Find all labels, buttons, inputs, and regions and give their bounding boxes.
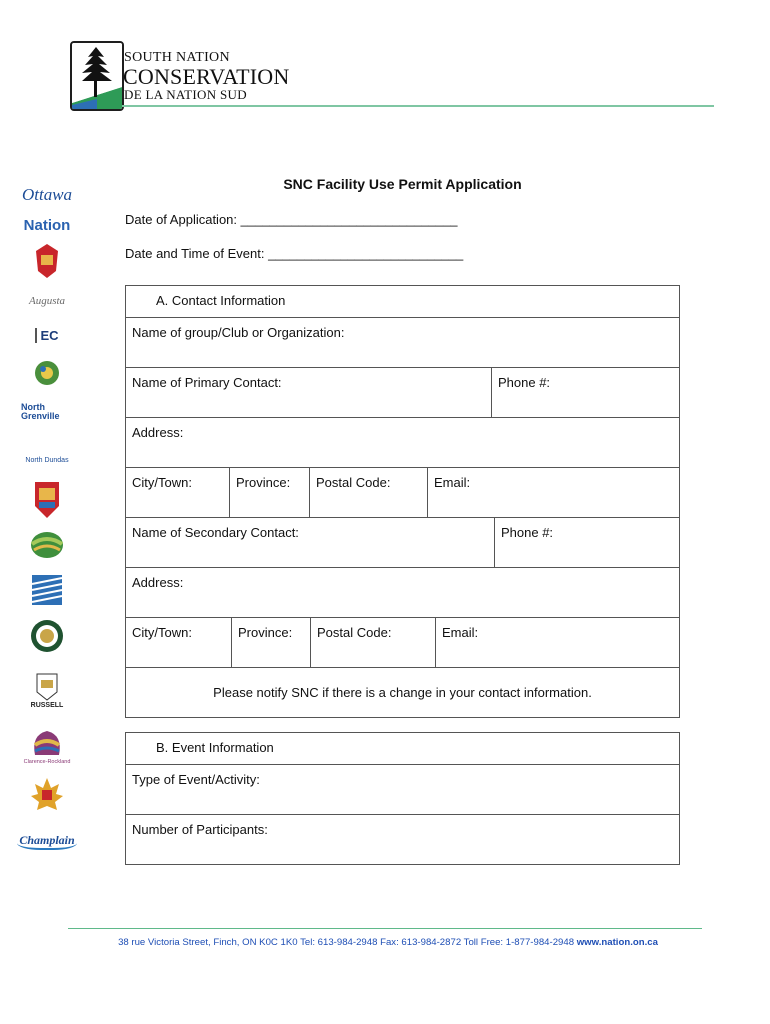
date-time-event-field[interactable]: Date and Time of Event: ___________________________ [125, 246, 464, 261]
tree-icon [72, 43, 122, 109]
maple-crest-logo [12, 776, 82, 816]
contact-information-table [125, 285, 680, 717]
form-title: SNC Facility Use Permit Application [283, 176, 522, 192]
secondary-province-label: Province: [231, 618, 310, 667]
primary-city-label: City/Town: [132, 475, 192, 490]
participants-label: Number of Participants: [132, 822, 268, 837]
footer [68, 937, 708, 948]
secondary-postal-label: Postal Code: [310, 618, 435, 667]
secondary-phone-label: Phone #: [494, 518, 679, 567]
group-name-label: Name of group/Club or Organization: [132, 325, 345, 340]
header-rule [122, 105, 714, 107]
primary-phone-label: Phone #: [491, 368, 679, 417]
primary-province-label: Province: [229, 468, 309, 517]
russell-township-logo: RUSSELL [12, 664, 82, 716]
secondary-address-label: Address: [132, 575, 184, 590]
primary-address-label: Address: [132, 425, 184, 440]
champlain-logo: Champlain [12, 826, 82, 856]
north-grenville-logo: North Grenville [21, 402, 60, 421]
footer-website[interactable]: www.nation.on.ca [576, 937, 658, 948]
section-a-title: A. Contact Information [156, 293, 286, 308]
brand-line-2: CONSERVATION [123, 64, 290, 89]
secondary-address-row[interactable] [125, 567, 680, 617]
edwardsburgh-cardinal-logo: EC [12, 318, 82, 352]
brand-line-3: DE LA NATION SUD [124, 87, 247, 102]
ottawa-logo: Ottawa [21, 185, 73, 204]
crest-logo-2 [12, 478, 82, 520]
leaf-logo [12, 358, 82, 388]
primary-postal-label: Postal Code: [309, 468, 427, 517]
secondary-contact-row[interactable] [125, 517, 680, 567]
event-type-row[interactable] [125, 764, 680, 814]
date-of-application-field[interactable]: Date of Application: ______________________________ [125, 212, 458, 227]
section-b-header [125, 732, 680, 764]
participants-row[interactable] [125, 814, 680, 865]
primary-email-label: Email: [427, 468, 679, 517]
north-dundas-logo: North Dundas [25, 456, 69, 464]
secondary-contact-label: Name of Secondary Contact: [132, 525, 299, 540]
clarence-rockland-logo: Clarence-Rockland [12, 724, 82, 768]
primary-location-row[interactable] [125, 467, 680, 517]
snc-logo [70, 41, 124, 111]
primary-contact-row[interactable] [125, 367, 680, 417]
footer-rule [68, 928, 702, 929]
brand-line-1: SOUTH NATION [124, 50, 230, 65]
secondary-email-label: Email: [435, 618, 679, 667]
primary-address-row[interactable] [125, 417, 680, 467]
secondary-city-label: City/Town: [132, 625, 192, 640]
notify-text: Please notify SNC if there is a change in your contact information. [213, 685, 592, 700]
section-b-title: B. Event Information [156, 740, 274, 755]
seal-logo [12, 618, 82, 654]
secondary-location-row[interactable] [125, 617, 680, 667]
primary-contact-label: Name of Primary Contact: [132, 375, 282, 390]
event-information-table [125, 732, 680, 864]
augusta-logo: Augusta [28, 295, 66, 307]
footer-address: 38 rue Victoria Street, Finch, ON K0C 1K0 Tel: 613-984-2948 Fax: 613-984-2872 Toll Free: 1-877-984-2948 [118, 937, 575, 948]
section-a-header [125, 285, 680, 317]
the-nation-logo: Nation [23, 216, 71, 234]
event-type-label: Type of Event/Activity: [132, 772, 260, 787]
blue-field-logo [12, 573, 82, 607]
group-row[interactable] [125, 317, 680, 367]
notify-row [125, 667, 680, 718]
green-hills-logo [12, 529, 82, 561]
crest-logo-1 [12, 243, 82, 279]
